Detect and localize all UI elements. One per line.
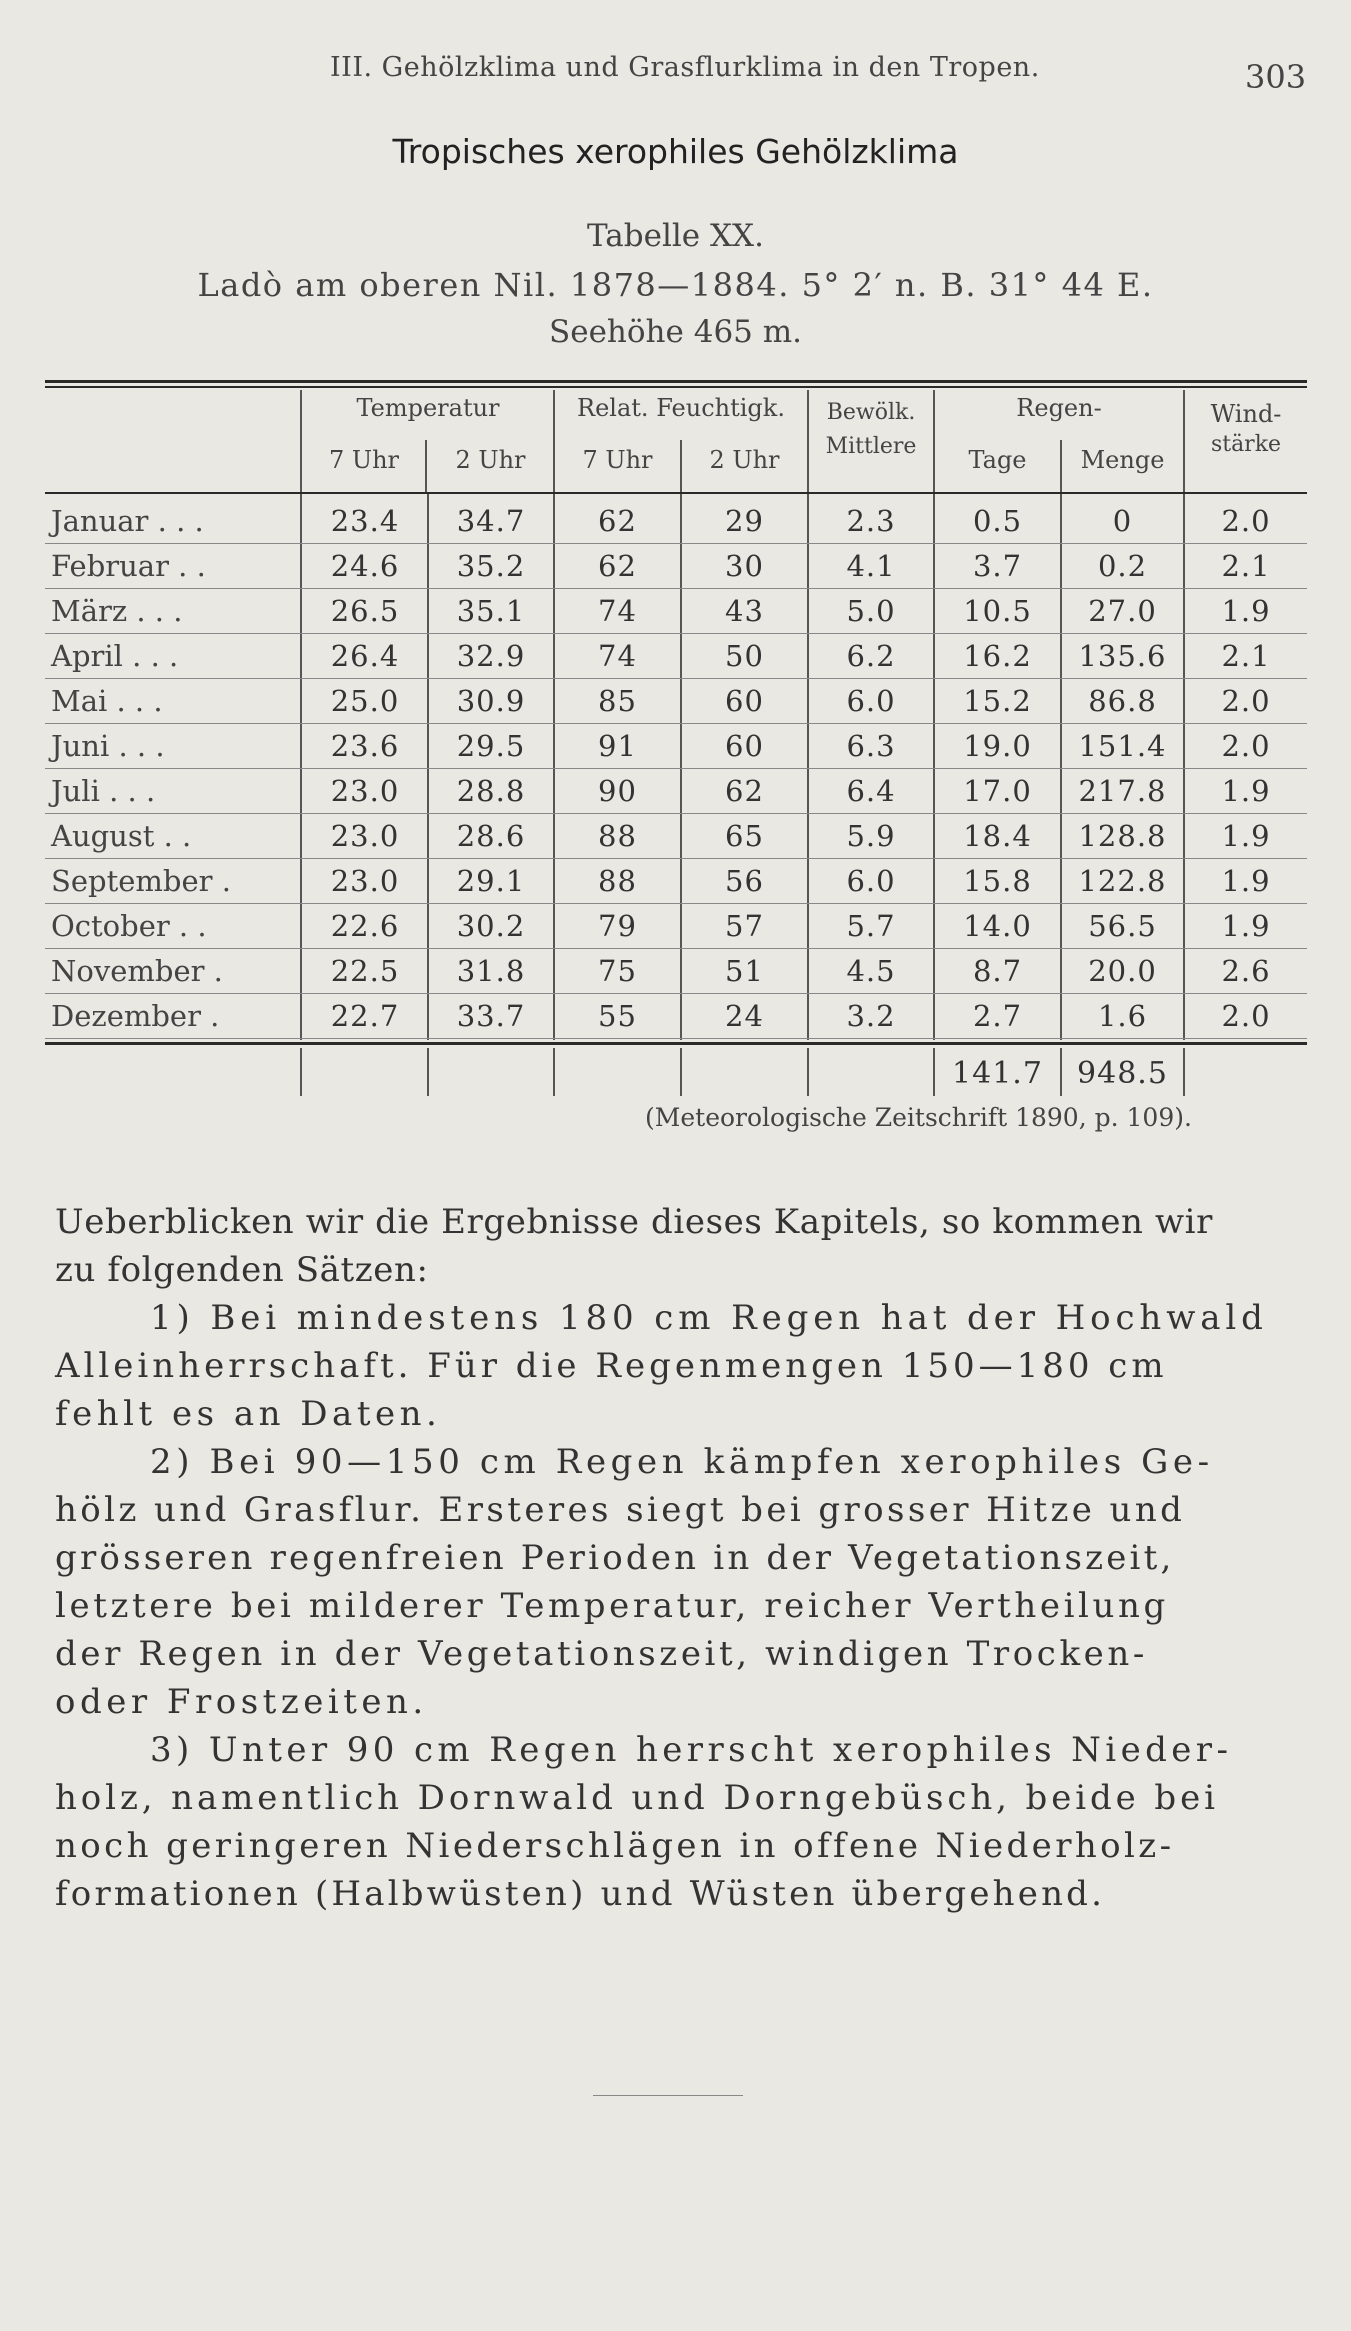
table-cell: 29.5 <box>456 729 526 763</box>
header-bewoelkung-sub: Mittlere <box>825 434 917 459</box>
text-line: letztere bei milderer Temperatur, reicher Vertheilung <box>55 1586 1169 1626</box>
row-rule <box>45 948 1307 949</box>
location-line: Ladò am oberen Nil. 1878—1884. 5° 2′ n. B. 31° 44 E. <box>197 266 1154 304</box>
table-cell: 15.2 <box>963 684 1032 718</box>
month-label: Juni . . . <box>51 729 165 763</box>
header-temp-7: 7 Uhr <box>328 446 400 474</box>
text-line: Ueberblicken wir die Ergebnisse dieses Kapitels, so kommen wir <box>55 1202 1213 1242</box>
table-cell: 23.6 <box>330 729 400 763</box>
text-line: hölz und Grasflur. Ersteres siegt bei grosser Hitze und <box>55 1490 1186 1530</box>
month-label: April . . . <box>51 639 179 673</box>
table-cell: 6.0 <box>846 864 896 898</box>
table-cell: 35.1 <box>456 594 526 628</box>
table-cell: 1.9 <box>1221 819 1271 853</box>
table-cell: 151.4 <box>1078 729 1167 763</box>
row-rule <box>45 678 1307 679</box>
table-cell: 30.9 <box>456 684 526 718</box>
table-cell: 1.9 <box>1221 864 1271 898</box>
table-cell: 26.4 <box>330 639 400 673</box>
table-cell: 90 <box>598 774 637 808</box>
table-cell: 28.6 <box>456 819 526 853</box>
paragraph-point-2 <box>55 1438 1310 1726</box>
table-cell: 22.6 <box>330 909 400 943</box>
table-cell: 33.7 <box>456 999 526 1033</box>
text-line: 1) Bei mindestens 180 cm Regen hat der Hochwald <box>150 1298 1268 1338</box>
table-cell: 128.8 <box>1078 819 1167 853</box>
table-cell: 122.8 <box>1078 864 1167 898</box>
header-feucht-2: 2 Uhr <box>709 446 780 474</box>
text-line: der Regen in der Vegetationszeit, windigen Trocken- <box>55 1634 1148 1674</box>
table-cell: 62 <box>598 504 637 538</box>
text-line: formationen (Halbwüsten) und Wüsten übergehend. <box>55 1874 1106 1914</box>
table-cell: 34.7 <box>456 504 526 538</box>
row-rule <box>45 993 1307 994</box>
month-label: October . . <box>51 909 207 943</box>
month-label: März . . . <box>51 594 183 628</box>
table-cell: 88 <box>598 864 637 898</box>
table-cell: 57 <box>725 909 764 943</box>
table-cell: 5.9 <box>846 819 896 853</box>
table-cell: 1.9 <box>1221 594 1271 628</box>
table-cell: 23.0 <box>330 864 400 898</box>
table-cell: 1.9 <box>1221 909 1271 943</box>
table-cell: 50 <box>725 639 764 673</box>
table-cell: 56 <box>725 864 764 898</box>
table-cell: 2.0 <box>1221 729 1271 763</box>
table-cell: 2.0 <box>1221 504 1271 538</box>
month-label: November . <box>51 954 223 988</box>
table-cell: 23.0 <box>330 819 400 853</box>
table-cell: 2.3 <box>846 504 896 538</box>
row-rule <box>45 858 1307 859</box>
table-cell: 16.2 <box>963 639 1032 673</box>
table-cell: 0 <box>1112 504 1133 538</box>
table-cell: 75 <box>598 954 637 988</box>
header-regen-menge: Menge <box>1080 446 1165 474</box>
table-cell: 20.0 <box>1088 954 1157 988</box>
header-temp-2: 2 Uhr <box>455 446 526 474</box>
row-rule <box>45 813 1307 814</box>
text-line: holz, namentlich Dornwald und Dorngebüsch, beide bei <box>55 1778 1219 1818</box>
table-cell: 30.2 <box>456 909 526 943</box>
text-line: 3) Unter 90 cm Regen herrscht xerophiles Nieder- <box>150 1730 1233 1770</box>
table-cell: 2.0 <box>1221 999 1271 1033</box>
table-cell: 5.7 <box>846 909 896 943</box>
table-cell: 55 <box>598 999 637 1033</box>
header-feuchtigkeit: Relat. Feuchtigk. <box>577 394 785 422</box>
table-cell: 6.4 <box>846 774 896 808</box>
table-cell: 15.8 <box>963 864 1032 898</box>
row-rule <box>45 543 1307 544</box>
row-rule <box>45 903 1307 904</box>
table-cell: 2.6 <box>1221 954 1271 988</box>
table-cell: 2.0 <box>1221 684 1271 718</box>
table-cell: 74 <box>598 639 637 673</box>
table-cell: 6.2 <box>846 639 896 673</box>
total-regen-tage: 141.7 <box>952 1056 1043 1091</box>
month-label: Dezember . <box>51 999 220 1033</box>
text-line: Alleinherrschaft. Für die Regenmengen 150—180 cm <box>55 1346 1168 1386</box>
table-cell: 8.7 <box>972 954 1023 988</box>
table-cell: 62 <box>725 774 764 808</box>
table-cell: 19.0 <box>963 729 1032 763</box>
table-cell: 3.2 <box>846 999 896 1033</box>
table-cell: 60 <box>725 684 764 718</box>
table-cell: 22.7 <box>330 999 400 1033</box>
month-label: August . . <box>51 819 192 853</box>
header-bewoelkung: Bewölk. <box>826 400 916 425</box>
table-cell: 24.6 <box>330 549 400 583</box>
paragraph-point-3 <box>55 1726 1310 1918</box>
table-cell: 18.4 <box>963 819 1032 853</box>
row-rule <box>45 588 1307 589</box>
row-rule <box>45 768 1307 769</box>
month-label: Januar . . . <box>51 504 204 538</box>
table-cell: 91 <box>598 729 637 763</box>
table-cell: 65 <box>725 819 764 853</box>
table-cell: 51 <box>725 954 764 988</box>
text-line: noch geringeren Niederschlägen in offene Niederholz- <box>55 1826 1175 1866</box>
table-cell: 85 <box>598 684 637 718</box>
table-cell: 29.1 <box>456 864 526 898</box>
source-citation: (Meteorologische Zeitschrift 1890, p. 109). <box>645 1103 1192 1132</box>
header-feucht-7: 7 Uhr <box>582 446 653 474</box>
table-cell: 2.7 <box>972 999 1023 1033</box>
header-regen: Regen- <box>1016 394 1102 422</box>
table-cell: 28.8 <box>456 774 526 808</box>
table-cell: 29 <box>725 504 764 538</box>
table-cell: 31.8 <box>456 954 526 988</box>
table-cell: 4.1 <box>846 549 896 583</box>
table-cell: 135.6 <box>1078 639 1167 673</box>
table-cell: 56.5 <box>1088 909 1157 943</box>
page-number: 303 <box>1245 58 1307 96</box>
table-cell: 27.0 <box>1088 594 1157 628</box>
table-cell: 26.5 <box>330 594 400 628</box>
climate-table <box>45 380 1307 1100</box>
table-cell: 30 <box>725 549 764 583</box>
table-cell: 14.0 <box>963 909 1032 943</box>
row-rule <box>45 633 1307 634</box>
table-cell: 10.5 <box>963 594 1032 628</box>
table-cell: 5.0 <box>846 594 896 628</box>
running-head: III. Gehölzklima und Grasflurklima in den Tropen. <box>330 52 1040 83</box>
table-cell: 3.7 <box>972 549 1023 583</box>
header-regen-tage: Tage <box>968 446 1027 474</box>
table-cell: 1.9 <box>1221 774 1271 808</box>
paragraph-intro <box>55 1198 1310 1294</box>
table-cell: 23.4 <box>330 504 400 538</box>
altitude-line: Seehöhe 465 m. <box>549 314 802 350</box>
table-cell: 23.0 <box>330 774 400 808</box>
table-cell: 2.1 <box>1221 549 1271 583</box>
total-regen-menge: 948.5 <box>1077 1056 1168 1091</box>
month-label: Februar . . <box>51 549 206 583</box>
table-number: Tabelle XX. <box>587 218 764 254</box>
table-cell: 22.5 <box>330 954 400 988</box>
table-cell: 0.5 <box>972 504 1023 538</box>
table-cell: 6.3 <box>846 729 896 763</box>
table-cell: 79 <box>598 909 637 943</box>
table-cell: 62 <box>598 549 637 583</box>
header-wind-2: stärke <box>1210 432 1282 457</box>
header-wind: Wind- <box>1210 400 1282 428</box>
text-line: oder Frostzeiten. <box>55 1682 428 1722</box>
table-cell: 217.8 <box>1078 774 1167 808</box>
row-rule <box>45 1038 1307 1039</box>
page-title: Tropisches xerophiles Gehölzklima <box>392 132 959 171</box>
month-label: September . <box>51 864 231 898</box>
month-label: Mai . . . <box>51 684 163 718</box>
paragraph-point-1 <box>55 1294 1310 1438</box>
table-cell: 24 <box>725 999 764 1033</box>
text-line: zu folgenden Sätzen: <box>55 1250 429 1290</box>
row-rule <box>45 723 1307 724</box>
table-cell: 43 <box>725 594 764 628</box>
header-temperatur: Temperatur <box>356 394 500 422</box>
table-cell: 60 <box>725 729 764 763</box>
table-cell: 25.0 <box>330 684 400 718</box>
table-cell: 74 <box>598 594 637 628</box>
table-cell: 0.2 <box>1097 549 1148 583</box>
table-cell: 35.2 <box>456 549 526 583</box>
table-cell: 32.9 <box>456 639 526 673</box>
table-cell: 6.0 <box>846 684 896 718</box>
text-line: fehlt es an Daten. <box>55 1394 442 1434</box>
text-line: grösseren regenfreien Perioden in der Vegetationszeit, <box>55 1538 1175 1578</box>
footer-divider <box>593 2095 743 2096</box>
text-line: 2) Bei 90—150 cm Regen kämpfen xerophiles Ge- <box>150 1442 1214 1482</box>
table-cell: 86.8 <box>1088 684 1157 718</box>
table-cell: 17.0 <box>963 774 1032 808</box>
table-cell: 4.5 <box>846 954 896 988</box>
table-cell: 88 <box>598 819 637 853</box>
table-cell: 2.1 <box>1221 639 1271 673</box>
table-cell: 1.6 <box>1097 999 1148 1033</box>
month-label: Juli . . . <box>51 774 156 808</box>
